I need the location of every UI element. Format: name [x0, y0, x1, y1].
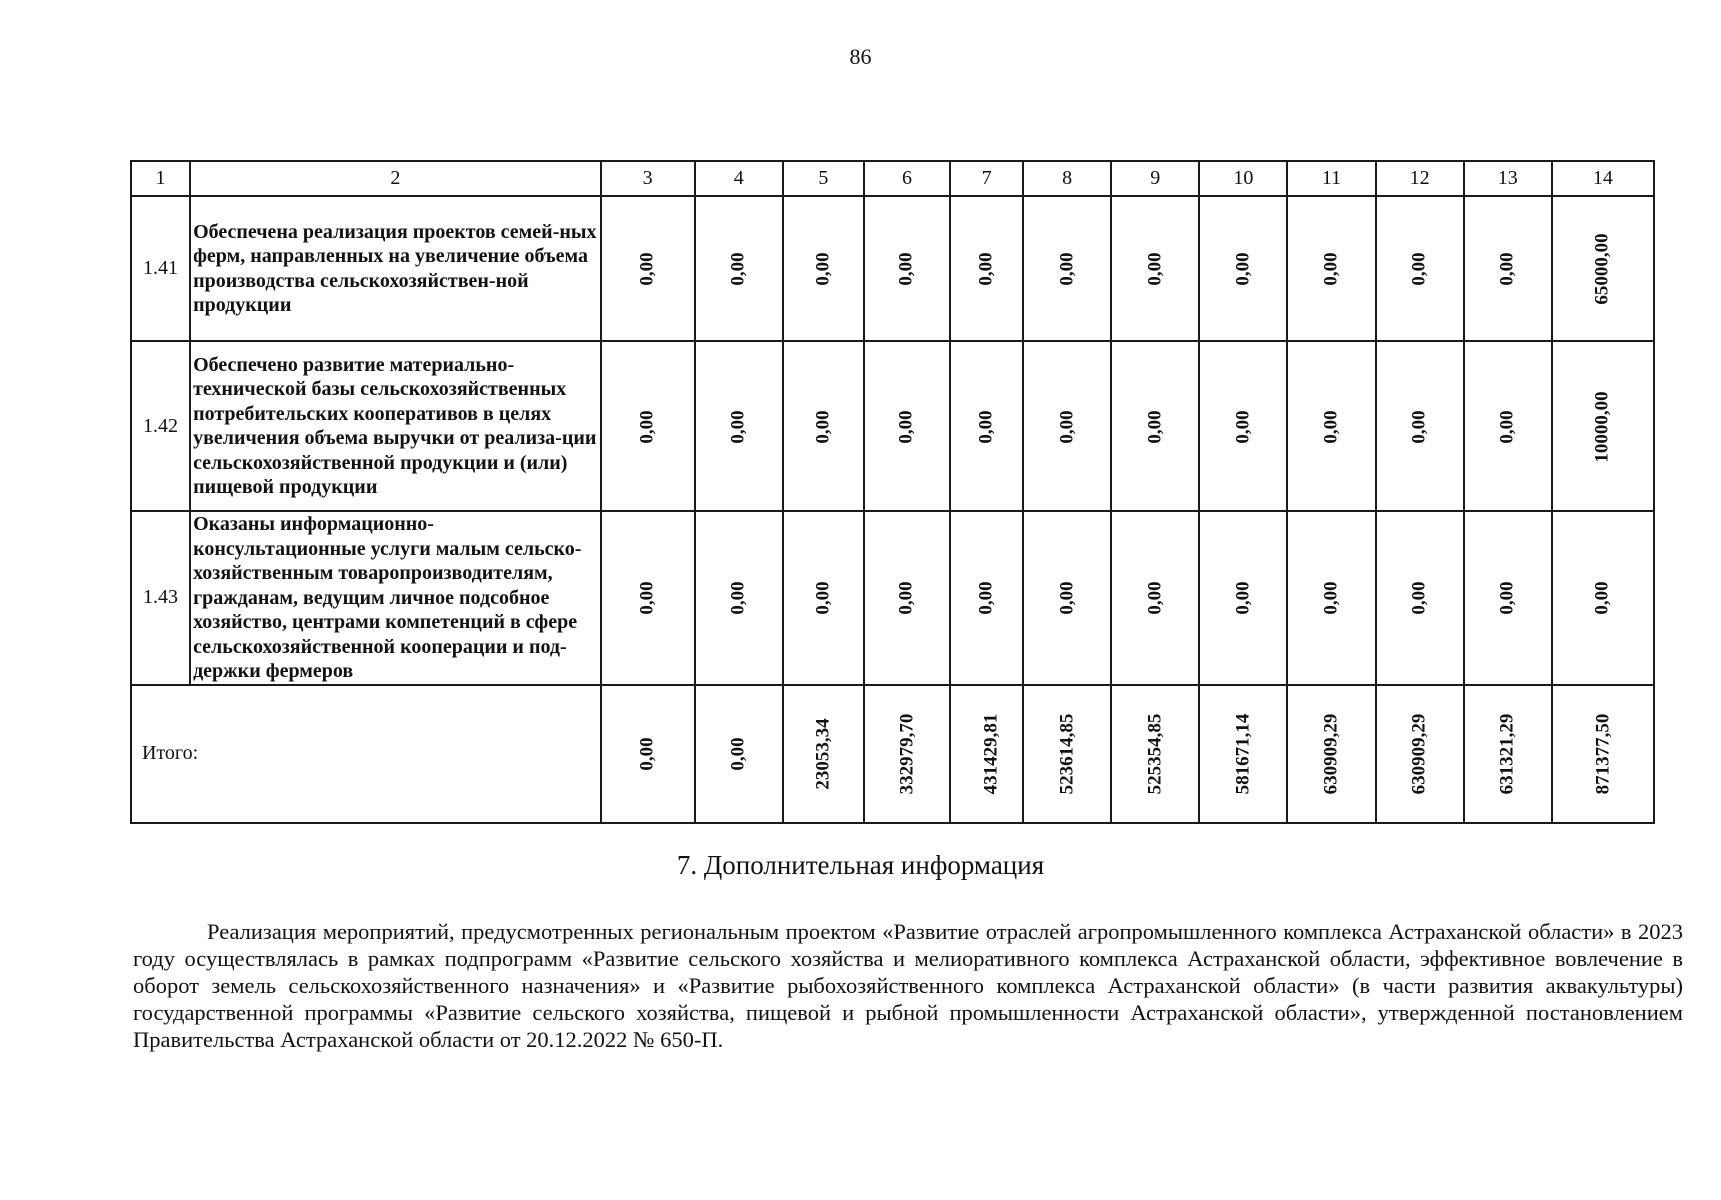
- table-header-row: [131, 161, 1654, 196]
- value-cell: [1376, 341, 1464, 511]
- value-text: 0,00: [1320, 581, 1342, 615]
- header-cell: 2: [190, 161, 601, 196]
- value-cell: [695, 196, 783, 341]
- value-text: 0,00: [1056, 581, 1078, 615]
- total-value-text: 630909,29: [1408, 713, 1430, 795]
- value-text: 0,00: [1591, 581, 1613, 615]
- row-number: 1.42: [131, 341, 190, 511]
- value-text: 0,00: [727, 581, 749, 615]
- total-value-cell: [783, 685, 864, 823]
- total-value-cell: [1376, 685, 1464, 823]
- value-text: 0,00: [812, 409, 834, 444]
- header-cell: 1: [131, 161, 190, 196]
- section-title: 7. Дополнительная информация: [676, 850, 1045, 880]
- value-cell: [1464, 511, 1552, 685]
- value-cell: [1287, 341, 1375, 511]
- value-text: 0,00: [1408, 581, 1430, 615]
- header-cell: 7: [950, 161, 1023, 196]
- body-paragraph: Реализация мероприятий, предусмотренных региональным проектом «Развитие отраслей агропромышленного комплекса Астраханской области» в 2023 году осуществлялась в рамках подпрограмм «Развитие сельского хозяйства и мелиоративного комплекса Астраханской области, эффективное вовлечение в оборот земель сельскохозяйственного назначения» и «Развитие рыбохозяйственного комплекса Астраханской области» (в части развития аквакультуры) государственной программы «Развитие сельского хозяйства, пищевой и рыбной промышленности Астраханской области», утвержденной постановлением Правительства Астраханской области от 20.12.2022 № 650-П.: [133, 919, 1683, 1052]
- value-text: 0,00: [895, 581, 917, 615]
- value-text: 0,00: [1144, 581, 1166, 615]
- value-text: 0,00: [636, 409, 658, 444]
- row-description: Обеспечена реализация проектов семей-ных ферм, направленных на увеличение объема производства сельскохозяйствен-ной продукции: [190, 196, 601, 341]
- value-text: 0,00: [1144, 409, 1166, 444]
- total-value-cell: [1111, 685, 1199, 823]
- total-value-text: 630909,29: [1320, 713, 1342, 795]
- value-text: 0,00: [975, 581, 997, 615]
- row-description: Оказаны информационно-консультационные услуги малым сельско-хозяйственным товаропроизводителям, гражданам, ведущим личное подсобное хозяйство, центрами компетенций в сфере сельскохозяйственной кооперации и под-держки фермеров: [190, 511, 601, 685]
- total-row: [131, 685, 1654, 823]
- value-cell: [1111, 196, 1199, 341]
- total-value-text: 631321,29: [1496, 713, 1518, 795]
- total-label: Итого:: [131, 685, 601, 823]
- value-cell: [601, 196, 695, 341]
- value-cell: [783, 341, 864, 511]
- value-cell: [1376, 196, 1464, 341]
- header-cell: 14: [1552, 161, 1654, 196]
- value-cell: [1199, 511, 1287, 685]
- value-cell: [950, 511, 1023, 685]
- header-cell: 8: [1023, 161, 1111, 196]
- value-cell: [1199, 341, 1287, 511]
- value-text: 0,00: [1408, 252, 1430, 286]
- value-cell: [1376, 511, 1464, 685]
- header-cell: 11: [1287, 161, 1375, 196]
- value-text: 0,00: [1232, 581, 1254, 615]
- value-text: 0,00: [895, 252, 917, 286]
- value-text: 0,00: [812, 581, 834, 615]
- total-value-cell: [864, 685, 950, 823]
- value-cell: [864, 511, 950, 685]
- header-cell: 9: [1111, 161, 1199, 196]
- header-cell: 3: [601, 161, 695, 196]
- total-value-cell: [695, 685, 783, 823]
- total-value-text: 431429,81: [980, 713, 1002, 795]
- page-number: 86: [849, 44, 872, 69]
- value-cell: [864, 341, 950, 511]
- value-text: 0,00: [812, 252, 834, 286]
- header-cell: 6: [864, 161, 950, 196]
- value-text: 0,00: [1056, 252, 1078, 286]
- value-cell: [695, 341, 783, 511]
- value-cell: [1023, 196, 1111, 341]
- value-cell: [1464, 341, 1552, 511]
- value-cell: [950, 341, 1023, 511]
- total-value-text: 0,00: [636, 737, 658, 771]
- value-cell: [1552, 341, 1654, 511]
- value-cell: [1199, 196, 1287, 341]
- value-text: 0,00: [636, 581, 658, 615]
- value-text: 65000,00: [1591, 233, 1613, 305]
- value-cell: [950, 196, 1023, 341]
- header-cell: 12: [1376, 161, 1464, 196]
- value-cell: [1023, 341, 1111, 511]
- total-value-cell: [950, 685, 1023, 823]
- table-row: [131, 196, 1654, 341]
- budget-table: [130, 160, 1655, 824]
- value-cell: [783, 511, 864, 685]
- total-value-text: 581671,14: [1232, 713, 1254, 795]
- table-row: [131, 511, 1654, 685]
- value-cell: [1552, 511, 1654, 685]
- value-cell: [601, 341, 695, 511]
- total-value-cell: [1023, 685, 1111, 823]
- value-text: 0,00: [895, 409, 917, 444]
- total-value-cell: [1287, 685, 1375, 823]
- value-cell: [1552, 196, 1654, 341]
- value-cell: [1111, 511, 1199, 685]
- value-text: 0,00: [1232, 252, 1254, 286]
- header-cell: 13: [1464, 161, 1552, 196]
- value-cell: [1111, 341, 1199, 511]
- header-cell: 4: [695, 161, 783, 196]
- value-text: 0,00: [1496, 409, 1518, 444]
- value-text: 0,00: [727, 409, 749, 444]
- value-text: 0,00: [1496, 252, 1518, 286]
- value-text: 0,00: [1320, 409, 1342, 444]
- total-value-text: 523614,85: [1056, 713, 1078, 795]
- total-value-text: 332979,70: [895, 713, 917, 795]
- value-text: 0,00: [636, 252, 658, 286]
- value-cell: [864, 196, 950, 341]
- header-cell: 10: [1199, 161, 1287, 196]
- value-text: 0,00: [1320, 252, 1342, 286]
- value-text: 0,00: [1496, 581, 1518, 615]
- value-text: 0,00: [1056, 409, 1078, 444]
- value-cell: [1287, 511, 1375, 685]
- value-cell: [601, 511, 695, 685]
- value-text: 0,00: [1408, 409, 1430, 444]
- value-text: 0,00: [1144, 252, 1166, 286]
- value-text: 0,00: [975, 409, 997, 444]
- table-row: [131, 341, 1654, 511]
- row-number: 1.43: [131, 511, 190, 685]
- row-description: Обеспечено развитие материально-технической базы сельскохозяйственных потребительских кооперативов в целях увеличения объема выручки от реализа-ции сельскохозяйственной продукции и (или) пищевой продукции: [190, 341, 601, 511]
- total-value-text: 525354,85: [1144, 713, 1166, 795]
- total-value-text: 23053,34: [812, 718, 834, 790]
- total-value-cell: [1199, 685, 1287, 823]
- value-text: 0,00: [727, 252, 749, 286]
- value-text: 0,00: [1232, 409, 1254, 444]
- total-value-cell: [1464, 685, 1552, 823]
- value-text: 0,00: [975, 252, 997, 286]
- total-value-cell: [1552, 685, 1654, 823]
- total-value-text: 0,00: [727, 737, 749, 771]
- row-number: 1.41: [131, 196, 190, 341]
- value-text: 10000,00: [1591, 390, 1613, 463]
- value-cell: [695, 511, 783, 685]
- header-cell: 5: [783, 161, 864, 196]
- value-cell: [1023, 511, 1111, 685]
- value-cell: [1287, 196, 1375, 341]
- total-value-cell: [601, 685, 695, 823]
- value-cell: [1464, 196, 1552, 341]
- total-value-text: 871377,50: [1591, 713, 1613, 795]
- value-cell: [783, 196, 864, 341]
